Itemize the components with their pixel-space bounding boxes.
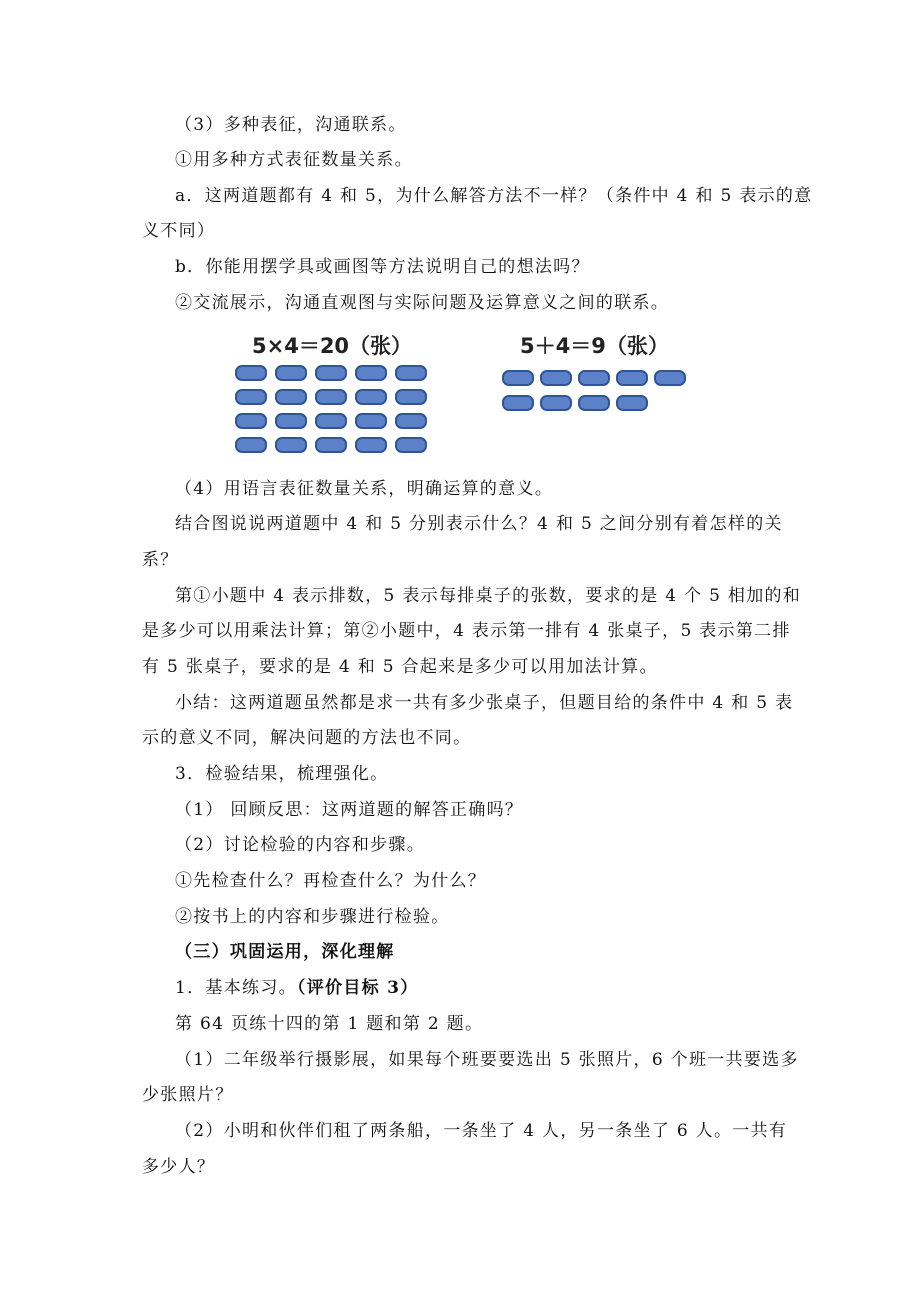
text-line: （1）二年级举行摄影展，如果每个班要要选出 5 张照片，6 个班一共要选多 xyxy=(175,1050,799,1070)
text-line: 结合图说说两道题中 4 和 5 分别表示什么？4 和 5 之间分别有着怎样的关 xyxy=(175,514,783,534)
table-tile xyxy=(540,395,572,411)
multiplication-tile-grid xyxy=(235,365,435,460)
text-line: ①用多种方式表征数量关系。 xyxy=(175,150,413,170)
text-line: 义不同） xyxy=(142,221,216,241)
table-tile xyxy=(578,395,610,411)
text-line: ②按书上的内容和步骤进行检验。 xyxy=(175,907,450,927)
table-tile xyxy=(502,370,534,386)
text-line: 少张照片？ xyxy=(142,1085,234,1105)
text-line: ①先检查什么？再检查什么？为什么？ xyxy=(175,871,487,891)
table-tile xyxy=(275,389,307,405)
table-tile xyxy=(654,370,686,386)
table-tile xyxy=(315,437,347,453)
text-line: （4）用语言表征数量关系，明确运算的意义。 xyxy=(175,479,554,499)
table-tile xyxy=(275,413,307,429)
exercise-heading: 1．基本练习。 xyxy=(175,978,297,998)
table-tile xyxy=(315,389,347,405)
text-line: 多少人？ xyxy=(142,1157,216,1177)
text-line: 第①小题中 4 表示排数，5 表示每排桌子的张数，要求的是 4 个 5 相加的和 xyxy=(175,586,802,606)
text-line: （2）讨论检验的内容和步骤。 xyxy=(175,835,426,855)
table-tile xyxy=(315,413,347,429)
comparison-figure xyxy=(230,330,700,460)
table-tile xyxy=(540,370,572,386)
table-tile xyxy=(395,365,427,381)
text-line xyxy=(175,977,785,999)
multiplication-equation: 5×4＝20（张） xyxy=(252,334,413,358)
table-tile xyxy=(275,365,307,381)
table-tile xyxy=(275,437,307,453)
table-tile xyxy=(355,437,387,453)
table-tile xyxy=(395,413,427,429)
text-line: （1） 回顾反思：这两道题的解答正确吗？ xyxy=(175,800,524,820)
text-line: 示的意义不同，解决问题的方法也不同。 xyxy=(142,728,472,748)
text-line: a．这两道题都有 4 和 5，为什么解答方法不一样？（条件中 4 和 5 表示的意 xyxy=(175,186,813,206)
section-heading: （三）巩固运用，深化理解 xyxy=(175,942,395,962)
table-tile xyxy=(578,370,610,386)
addition-tile-grid xyxy=(502,370,692,420)
table-tile xyxy=(235,437,267,453)
text-line: b．你能用摆学具或画图等方法说明自己的想法吗？ xyxy=(175,257,590,277)
table-tile xyxy=(355,413,387,429)
addition-equation: 5＋4＝9（张） xyxy=(520,334,669,358)
text-line: （2）小明和伙伴们租了两条船，一条坐了 4 人，另一条坐了 6 人。一共有 xyxy=(175,1121,788,1141)
table-tile xyxy=(235,389,267,405)
table-tile xyxy=(355,389,387,405)
text-line: ②交流展示，沟通直观图与实际问题及运算意义之间的联系。 xyxy=(175,293,670,313)
table-tile xyxy=(616,395,648,411)
text-line: 系？ xyxy=(142,550,179,570)
text-line: 是多少可以用乘法计算；第②小题中，4 表示第一排有 4 张桌子，5 表示第二排 xyxy=(142,621,791,641)
evaluation-target: （评价目标 3） xyxy=(296,978,419,998)
text-line: 3．检验结果，梳理强化。 xyxy=(175,764,389,784)
text-line: 小结：这两道题虽然都是求一共有多少张桌子，但题目给的条件中 4 和 5 表 xyxy=(175,693,794,713)
text-line: 有 5 张桌子，要求的是 4 和 5 合起来是多少可以用加法计算。 xyxy=(142,657,658,677)
table-tile xyxy=(355,365,387,381)
table-tile xyxy=(235,413,267,429)
table-tile xyxy=(502,395,534,411)
text-line: （3）多种表征，沟通联系。 xyxy=(175,115,407,135)
table-tile xyxy=(235,365,267,381)
table-tile xyxy=(395,437,427,453)
table-tile xyxy=(616,370,648,386)
table-tile xyxy=(395,389,427,405)
table-tile xyxy=(315,365,347,381)
text-line: 第 64 页练十四的第 1 题和第 2 题。 xyxy=(175,1014,484,1034)
